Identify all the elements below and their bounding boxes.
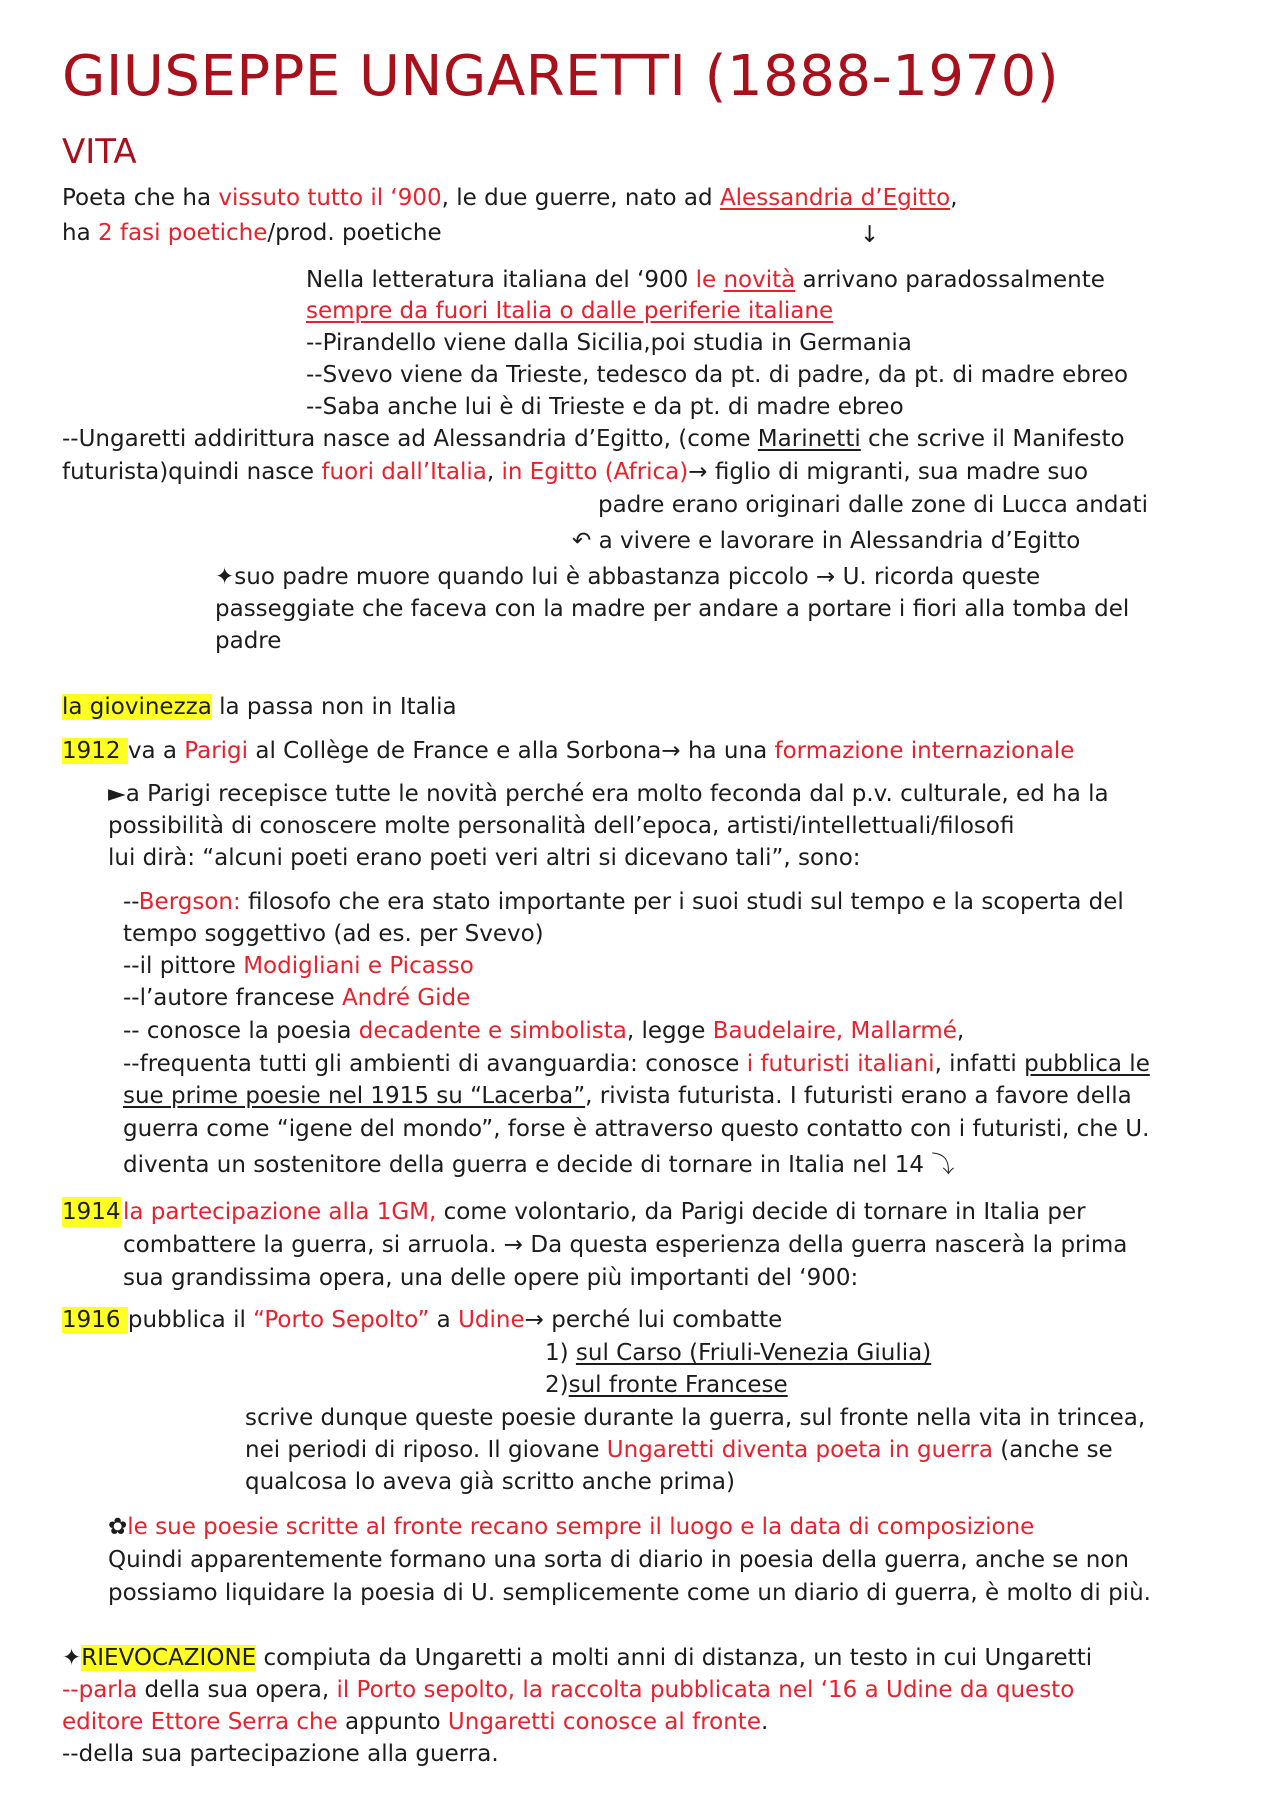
down-arrow-icon: ↓ bbox=[860, 222, 880, 248]
text-line: ✦RIEVOCAZIONE compiuta da Ungaretti a molti anni di distanza, un testo in cui Ungaretti bbox=[62, 1645, 1093, 1671]
section-heading: VITA bbox=[62, 132, 137, 172]
text-line: Nella letteratura italiana del ‘900 le novità arrivano paradossalmente bbox=[306, 267, 1105, 293]
text-line: --Pirandello viene dalla Sicilia,poi studia in Germania bbox=[306, 330, 912, 356]
text-line: -- conosce la poesia decadente e simbolista, legge Baudelaire, Mallarmé, bbox=[123, 1018, 965, 1044]
text-line: editore Ettore Serra che appunto Ungaretti conosce al fronte. bbox=[62, 1709, 769, 1735]
page-title: GIUSEPPE UNGARETTI (1888-1970) bbox=[62, 44, 1060, 109]
year-badge: 1914 bbox=[62, 1199, 121, 1225]
text-line: 1) sul Carso (Friuli-Venezia Giulia) bbox=[545, 1340, 932, 1366]
text-line: sue prime poesie nel 1915 su “Lacerba”, rivista futurista. I futuristi erano a favore della bbox=[123, 1083, 1132, 1109]
text-line: Quindi apparentemente formano una sorta di diario in poesia della guerra, anche se non bbox=[108, 1547, 1129, 1573]
text-line: 1916 pubblica il “Porto Sepolto” a Udine→ perché lui combatte bbox=[62, 1307, 783, 1333]
text-line: Poeta che ha vissuto tutto il ‘900, le due guerre, nato ad Alessandria d’Egitto, bbox=[62, 185, 958, 211]
text-line: diventa un sostenitore della guerra e decide di tornare in Italia nel 14 ⤵ bbox=[123, 1152, 955, 1178]
text-line: --Svevo viene da Trieste, tedesco da pt. di padre, da pt. di madre ebreo bbox=[306, 362, 1129, 388]
text-line: --Ungaretti addirittura nasce ad Alessandria d’Egitto, (come Marinetti che scrive il Manifesto bbox=[62, 426, 1125, 452]
text-line: --Saba anche lui è di Trieste e da pt. di madre ebreo bbox=[306, 394, 904, 420]
text-line: sua grandissima opera, una delle opere più importanti del ‘900: bbox=[123, 1265, 859, 1291]
text-line: la giovinezza la passa non in Italia bbox=[62, 694, 457, 720]
text-line: --l’autore francese André Gide bbox=[123, 985, 471, 1011]
text-line: combattere la guerra, si arruola. → Da questa esperienza della guerra nascerà la prima bbox=[123, 1232, 1128, 1258]
text-line: --frequenta tutti gli ambienti di avanguardia: conosce i futuristi italiani, infatti pubblica le bbox=[123, 1051, 1150, 1077]
text-line: lui dirà: “alcuni poeti erano poeti veri altri si dicevano tali”, sono: bbox=[108, 845, 861, 871]
text-line: tempo soggettivo (ad es. per Svevo) bbox=[123, 921, 544, 947]
text-line: ✦suo padre muore quando lui è abbastanza piccolo → U. ricorda queste bbox=[215, 564, 1041, 590]
text-line: --Bergson: filosofo che era stato importante per i suoi studi sul tempo e la scoperta del bbox=[123, 889, 1124, 915]
text-line: padre bbox=[215, 628, 282, 654]
text-line: la partecipazione alla 1GM, come volontario, da Parigi decide di tornare in Italia per bbox=[123, 1199, 1086, 1225]
text-line: sempre da fuori Italia o dalle periferie italiane bbox=[306, 298, 834, 324]
text-line: --il pittore Modigliani e Picasso bbox=[123, 953, 474, 979]
text-line: ►a Parigi recepisce tutte le novità perché era molto feconda dal p.v. culturale, ed ha la bbox=[108, 781, 1109, 807]
text-line: possiamo liquidare la poesia di U. semplicemente come un diario di guerra, è molto di più. bbox=[108, 1580, 1151, 1606]
text-line: scrive dunque queste poesie durante la guerra, sul fronte nella vita in trincea, bbox=[245, 1405, 1146, 1431]
text-line: --parla della sua opera, il Porto sepolto, la raccolta pubblicata nel ‘16 a Udine da questo bbox=[62, 1677, 1075, 1703]
text-line: 1912 va a Parigi al Collège de France e alla Sorbona→ ha una formazione internazionale bbox=[62, 738, 1075, 764]
text-line: ha 2 fasi poetiche/prod. poetiche bbox=[62, 220, 442, 246]
text-line: possibilità di conoscere molte personalità dell’epoca, artisti/intellettuali/filosofi bbox=[108, 813, 1015, 839]
text-line: ↶ a vivere e lavorare in Alessandria d’Egitto bbox=[572, 528, 1081, 554]
text-line: qualcosa lo aveva già scritto anche prima) bbox=[245, 1469, 735, 1495]
text-line: nei periodi di riposo. Il giovane Ungaretti diventa poeta in guerra (anche se bbox=[245, 1437, 1113, 1463]
text-line: guerra come “igene del mondo”, forse è attraverso questo contatto con i futuristi, che U. bbox=[123, 1116, 1150, 1142]
star-icon: ✦ bbox=[62, 1645, 82, 1671]
flower-icon: ✿ bbox=[108, 1514, 128, 1540]
text-line: futurista)quindi nasce fuori dall’Italia, in Egitto (Africa)→ figlio di migranti, sua madre suo bbox=[62, 459, 1089, 485]
text-line: passeggiate che faceva con la madre per andare a portare i fiori alla tomba del bbox=[215, 596, 1130, 622]
text-line: --della sua partecipazione alla guerra. bbox=[62, 1741, 499, 1767]
text-line: 2)sul fronte Francese bbox=[545, 1372, 788, 1398]
text-line: padre erano originari dalle zone di Lucca andati bbox=[598, 492, 1148, 518]
text-line: ✿le sue poesie scritte al fronte recano sempre il luogo e la data di composizione bbox=[108, 1514, 1035, 1540]
